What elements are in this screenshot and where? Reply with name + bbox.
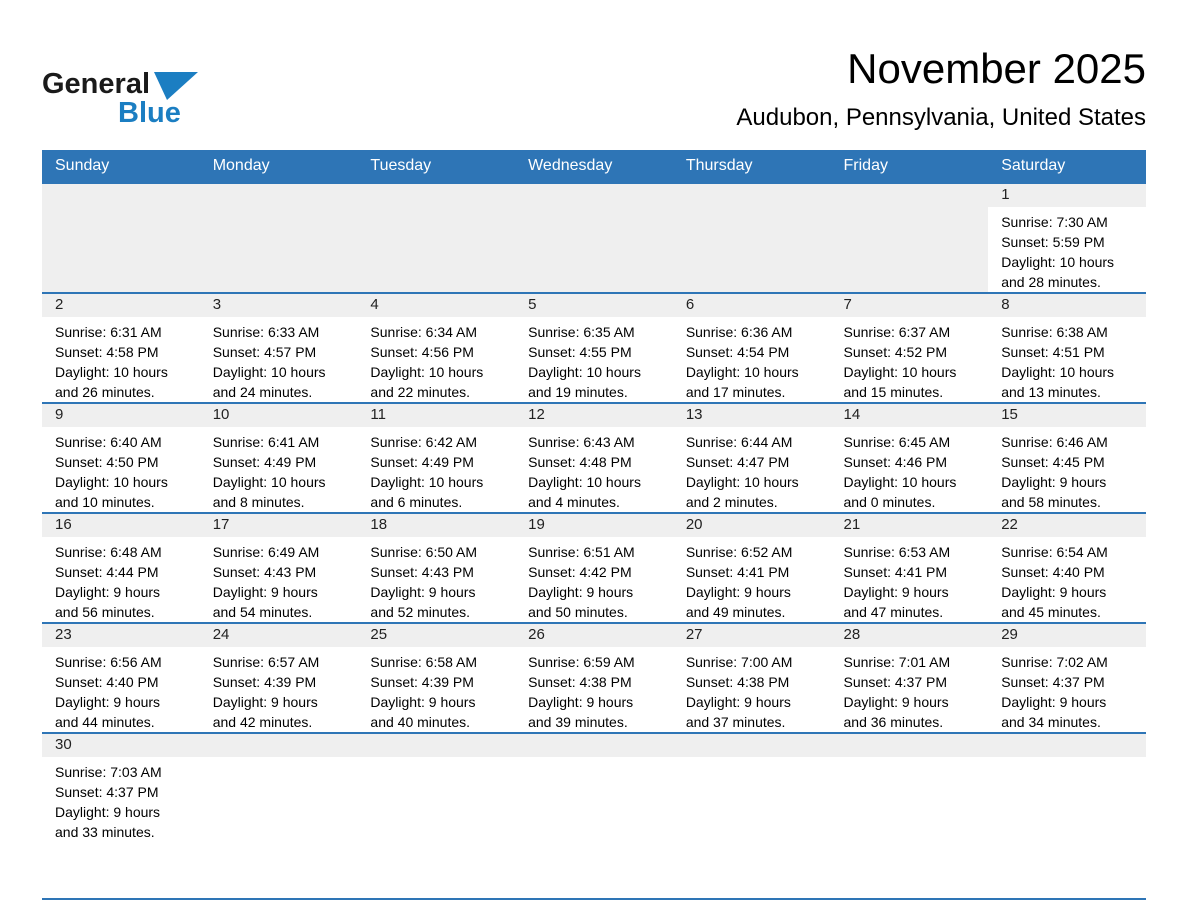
logo-text-blue: Blue <box>118 97 181 129</box>
day-details <box>988 647 1146 732</box>
day-cell-26 <box>515 623 673 733</box>
sunset-text: Sunset: 4:52 PM <box>843 344 948 361</box>
sunset-text: Sunset: 4:46 PM <box>843 454 948 471</box>
weekday-header-saturday: Saturday <box>988 150 1146 183</box>
sunrise-text: Sunrise: 6:51 AM <box>528 544 635 561</box>
sunrise-text: Sunrise: 6:36 AM <box>685 324 793 341</box>
sunrise-text: Sunrise: 6:40 AM <box>55 434 162 451</box>
day-cell-1 <box>988 183 1146 293</box>
daylight-minutes-text: and 39 minutes. <box>528 714 628 731</box>
day-number: 25 <box>357 624 515 647</box>
weekday-header-wednesday: Wednesday <box>515 150 673 183</box>
daylight-minutes-text: and 37 minutes. <box>685 714 786 731</box>
week-row-6 <box>42 733 1146 899</box>
sunset-text: Sunset: 4:50 PM <box>55 454 159 471</box>
daylight-minutes-text: and 36 minutes. <box>843 714 944 731</box>
day-details <box>42 757 200 842</box>
daylight-hours-text: Daylight: 9 hours <box>212 584 318 601</box>
day-cell-15 <box>988 403 1146 513</box>
day-cell-6 <box>673 293 831 403</box>
daylight-minutes-text: and 24 minutes. <box>212 384 313 401</box>
day-details <box>515 537 673 622</box>
daylight-minutes-text: and 26 minutes. <box>55 384 155 401</box>
day-details <box>42 427 200 512</box>
month-title: November 2025 <box>847 45 1146 92</box>
empty-day-cell <box>988 733 1146 899</box>
day-cell-20 <box>673 513 831 623</box>
day-cell-2 <box>42 293 200 403</box>
day-number: 24 <box>200 624 358 647</box>
daylight-hours-text: Daylight: 9 hours <box>212 694 318 711</box>
day-details <box>673 647 831 732</box>
day-cell-12 <box>515 403 673 513</box>
daylight-hours-text: Daylight: 10 hours <box>843 364 957 381</box>
day-number: 12 <box>515 404 673 427</box>
daylight-hours-text: Daylight: 9 hours <box>1001 694 1107 711</box>
daylight-minutes-text: and 2 minutes. <box>685 494 778 511</box>
day-cell-9 <box>42 403 200 513</box>
daylight-hours-text: Daylight: 9 hours <box>1001 474 1107 491</box>
day-details <box>42 537 200 622</box>
sunrise-text: Sunrise: 7:30 AM <box>1001 214 1108 231</box>
sunrise-text: Sunrise: 6:46 AM <box>1001 434 1108 451</box>
location-subtitle: Audubon, Pennsylvania, United States <box>736 104 1146 132</box>
day-number: 21 <box>831 514 989 537</box>
sunrise-text: Sunrise: 6:48 AM <box>55 544 162 561</box>
day-cell-27 <box>673 623 831 733</box>
day-cell-25 <box>357 623 515 733</box>
day-details <box>200 537 358 622</box>
empty-day-cell <box>515 733 673 899</box>
day-details <box>42 647 200 732</box>
empty-number-strip <box>831 734 989 757</box>
daylight-hours-text: Daylight: 9 hours <box>55 694 161 711</box>
empty-number-strip <box>200 734 358 757</box>
daylight-minutes-text: and 58 minutes. <box>1001 494 1101 511</box>
day-details <box>42 317 200 402</box>
daylight-hours-text: Daylight: 10 hours <box>55 364 168 381</box>
daylight-minutes-text: and 0 minutes. <box>843 494 936 511</box>
daylight-minutes-text: and 8 minutes. <box>212 494 305 511</box>
day-details <box>357 537 515 622</box>
daylight-hours-text: Daylight: 9 hours <box>370 584 476 601</box>
sunrise-text: Sunrise: 6:34 AM <box>370 324 478 341</box>
day-number: 8 <box>988 294 1146 317</box>
day-details <box>200 647 358 732</box>
sunset-text: Sunset: 4:49 PM <box>370 454 474 471</box>
empty-day-cell <box>831 183 989 293</box>
sunrise-text: Sunrise: 6:58 AM <box>370 654 478 671</box>
daylight-hours-text: Daylight: 10 hours <box>212 364 326 381</box>
sunset-text: Sunset: 4:39 PM <box>370 674 474 691</box>
daylight-minutes-text: and 42 minutes. <box>212 714 313 731</box>
daylight-hours-text: Daylight: 9 hours <box>843 694 949 711</box>
daylight-hours-text: Daylight: 10 hours <box>685 474 799 491</box>
daylight-hours-text: Daylight: 9 hours <box>843 584 949 601</box>
empty-day-cell <box>357 733 515 899</box>
daylight-minutes-text: and 45 minutes. <box>1001 604 1101 621</box>
sunrise-text: Sunrise: 6:35 AM <box>528 324 635 341</box>
day-number: 27 <box>673 624 831 647</box>
daylight-hours-text: Daylight: 9 hours <box>528 584 634 601</box>
day-cell-19 <box>515 513 673 623</box>
daylight-minutes-text: and 34 minutes. <box>1001 714 1101 731</box>
day-cell-17 <box>200 513 358 623</box>
day-number: 26 <box>515 624 673 647</box>
sunset-text: Sunset: 4:55 PM <box>528 344 632 361</box>
day-details <box>988 427 1146 512</box>
daylight-hours-text: Daylight: 9 hours <box>1001 584 1107 601</box>
empty-day-cell <box>831 733 989 899</box>
sunset-text: Sunset: 4:58 PM <box>55 344 159 361</box>
day-details <box>673 317 831 402</box>
day-details <box>831 317 989 402</box>
daylight-hours-text: Daylight: 10 hours <box>212 474 326 491</box>
day-number: 14 <box>831 404 989 427</box>
empty-day-cell <box>673 183 831 293</box>
sunrise-text: Sunrise: 6:38 AM <box>1001 324 1108 341</box>
daylight-minutes-text: and 56 minutes. <box>55 604 155 621</box>
sunset-text: Sunset: 4:57 PM <box>212 344 317 361</box>
daylight-hours-text: Daylight: 9 hours <box>528 694 634 711</box>
day-number: 18 <box>357 514 515 537</box>
sunrise-text: Sunrise: 6:37 AM <box>843 324 951 341</box>
daylight-hours-text: Daylight: 10 hours <box>843 474 957 491</box>
sunset-text: Sunset: 4:41 PM <box>843 564 948 581</box>
daylight-minutes-text: and 50 minutes. <box>528 604 628 621</box>
daylight-hours-text: Daylight: 10 hours <box>1001 364 1115 381</box>
sunset-text: Sunset: 4:38 PM <box>685 674 790 691</box>
day-cell-21 <box>831 513 989 623</box>
sunset-text: Sunset: 4:41 PM <box>685 564 790 581</box>
empty-day-cell <box>200 183 358 293</box>
day-cell-30 <box>42 733 200 899</box>
day-cell-4 <box>357 293 515 403</box>
day-cell-3 <box>200 293 358 403</box>
day-number: 2 <box>42 294 200 317</box>
daylight-hours-text: Daylight: 9 hours <box>685 584 791 601</box>
sunrise-text: Sunrise: 7:03 AM <box>55 764 162 781</box>
day-details <box>200 317 358 402</box>
day-details <box>515 647 673 732</box>
daylight-hours-text: Daylight: 10 hours <box>685 364 799 381</box>
week-row-5 <box>42 623 1146 733</box>
sunrise-text: Sunrise: 6:52 AM <box>685 544 793 561</box>
sunset-text: Sunset: 4:51 PM <box>1001 344 1105 361</box>
daylight-minutes-text: and 33 minutes. <box>55 824 155 841</box>
daylight-hours-text: Daylight: 10 hours <box>528 364 641 381</box>
sunrise-text: Sunrise: 6:31 AM <box>55 324 162 341</box>
day-details <box>200 427 358 512</box>
day-number: 7 <box>831 294 989 317</box>
sunrise-text: Sunrise: 6:57 AM <box>212 654 320 671</box>
sunrise-text: Sunrise: 7:00 AM <box>685 654 793 671</box>
daylight-hours-text: Daylight: 10 hours <box>370 474 484 491</box>
calendar-table <box>42 150 1146 900</box>
day-details <box>515 427 673 512</box>
daylight-minutes-text: and 22 minutes. <box>370 384 471 401</box>
day-number: 16 <box>42 514 200 537</box>
empty-number-strip <box>357 734 515 757</box>
daylight-hours-text: Daylight: 9 hours <box>370 694 476 711</box>
sunrise-text: Sunrise: 6:54 AM <box>1001 544 1108 561</box>
week-row-4 <box>42 513 1146 623</box>
sunset-text: Sunset: 4:44 PM <box>55 564 159 581</box>
day-cell-22 <box>988 513 1146 623</box>
day-number: 28 <box>831 624 989 647</box>
day-cell-16 <box>42 513 200 623</box>
day-number: 17 <box>200 514 358 537</box>
day-number: 23 <box>42 624 200 647</box>
day-number: 4 <box>357 294 515 317</box>
sunset-text: Sunset: 4:40 PM <box>55 674 159 691</box>
daylight-minutes-text: and 49 minutes. <box>685 604 786 621</box>
weekday-header-row <box>42 150 1146 183</box>
logo-text-general: General <box>42 68 150 100</box>
sunset-text: Sunset: 4:38 PM <box>528 674 632 691</box>
daylight-hours-text: Daylight: 10 hours <box>1001 254 1115 271</box>
daylight-minutes-text: and 28 minutes. <box>1001 274 1101 291</box>
sunset-text: Sunset: 4:40 PM <box>1001 564 1105 581</box>
week-row-2 <box>42 293 1146 403</box>
daylight-minutes-text: and 17 minutes. <box>685 384 786 401</box>
sunset-text: Sunset: 4:48 PM <box>528 454 632 471</box>
day-details <box>988 207 1146 292</box>
daylight-minutes-text: and 10 minutes. <box>55 494 155 511</box>
general-blue-logo <box>42 46 199 128</box>
sunrise-text: Sunrise: 6:42 AM <box>370 434 478 451</box>
sunrise-text: Sunrise: 6:53 AM <box>843 544 951 561</box>
empty-day-cell <box>200 733 358 899</box>
daylight-hours-text: Daylight: 9 hours <box>55 804 161 821</box>
day-number: 29 <box>988 624 1146 647</box>
daylight-minutes-text: and 6 minutes. <box>370 494 463 511</box>
sunset-text: Sunset: 4:54 PM <box>685 344 790 361</box>
daylight-minutes-text: and 15 minutes. <box>843 384 944 401</box>
day-number: 19 <box>515 514 673 537</box>
day-number: 3 <box>200 294 358 317</box>
sunset-text: Sunset: 4:49 PM <box>212 454 317 471</box>
day-details <box>515 317 673 402</box>
day-cell-7 <box>831 293 989 403</box>
day-details <box>831 427 989 512</box>
weekday-header-friday: Friday <box>831 150 989 183</box>
sunset-text: Sunset: 4:39 PM <box>212 674 317 691</box>
day-cell-8 <box>988 293 1146 403</box>
weekday-header-monday: Monday <box>200 150 358 183</box>
day-cell-14 <box>831 403 989 513</box>
daylight-hours-text: Daylight: 10 hours <box>370 364 484 381</box>
day-cell-5 <box>515 293 673 403</box>
sunrise-text: Sunrise: 6:59 AM <box>528 654 635 671</box>
sunset-text: Sunset: 4:43 PM <box>212 564 317 581</box>
day-number: 15 <box>988 404 1146 427</box>
day-number: 5 <box>515 294 673 317</box>
daylight-hours-text: Daylight: 10 hours <box>55 474 168 491</box>
sunset-text: Sunset: 5:59 PM <box>1001 234 1105 251</box>
day-details <box>988 317 1146 402</box>
sunrise-text: Sunrise: 7:02 AM <box>1001 654 1108 671</box>
week-row-3 <box>42 403 1146 513</box>
sunrise-text: Sunrise: 6:56 AM <box>55 654 162 671</box>
day-details <box>988 537 1146 622</box>
day-details <box>673 537 831 622</box>
sunrise-text: Sunrise: 6:41 AM <box>212 434 320 451</box>
day-details <box>357 647 515 732</box>
titles <box>736 46 1146 132</box>
day-number: 1 <box>988 184 1146 207</box>
empty-day-cell <box>673 733 831 899</box>
day-number: 22 <box>988 514 1146 537</box>
day-cell-29 <box>988 623 1146 733</box>
day-number: 30 <box>42 734 200 757</box>
sunrise-text: Sunrise: 6:33 AM <box>212 324 320 341</box>
daylight-minutes-text: and 44 minutes. <box>55 714 155 731</box>
day-details <box>831 647 989 732</box>
day-cell-13 <box>673 403 831 513</box>
empty-number-strip <box>988 734 1146 757</box>
week-row-1 <box>42 183 1146 293</box>
day-cell-23 <box>42 623 200 733</box>
empty-day-cell <box>357 183 515 293</box>
day-number: 20 <box>673 514 831 537</box>
daylight-hours-text: Daylight: 10 hours <box>528 474 641 491</box>
empty-number-strip <box>515 734 673 757</box>
sunset-text: Sunset: 4:43 PM <box>370 564 474 581</box>
sunrise-text: Sunrise: 6:43 AM <box>528 434 635 451</box>
day-cell-18 <box>357 513 515 623</box>
day-number: 11 <box>357 404 515 427</box>
weekday-header-sunday: Sunday <box>42 150 200 183</box>
sunset-text: Sunset: 4:56 PM <box>370 344 474 361</box>
daylight-hours-text: Daylight: 9 hours <box>685 694 791 711</box>
empty-number-strip <box>673 734 831 757</box>
day-number: 9 <box>42 404 200 427</box>
empty-day-cell <box>515 183 673 293</box>
day-cell-11 <box>357 403 515 513</box>
daylight-minutes-text: and 52 minutes. <box>370 604 471 621</box>
day-details <box>357 317 515 402</box>
masthead <box>0 0 1188 132</box>
weekday-header-tuesday: Tuesday <box>357 150 515 183</box>
weekday-header-thursday: Thursday <box>673 150 831 183</box>
sunrise-text: Sunrise: 6:49 AM <box>212 544 320 561</box>
day-number: 6 <box>673 294 831 317</box>
daylight-minutes-text: and 13 minutes. <box>1001 384 1101 401</box>
daylight-minutes-text: and 19 minutes. <box>528 384 628 401</box>
day-cell-28 <box>831 623 989 733</box>
daylight-minutes-text: and 4 minutes. <box>528 494 620 511</box>
day-details <box>831 537 989 622</box>
sunset-text: Sunset: 4:42 PM <box>528 564 632 581</box>
day-cell-10 <box>200 403 358 513</box>
sunrise-text: Sunrise: 7:01 AM <box>843 654 951 671</box>
sunrise-text: Sunrise: 6:45 AM <box>843 434 951 451</box>
sunset-text: Sunset: 4:47 PM <box>685 454 790 471</box>
daylight-minutes-text: and 40 minutes. <box>370 714 471 731</box>
daylight-minutes-text: and 47 minutes. <box>843 604 944 621</box>
daylight-minutes-text: and 54 minutes. <box>212 604 313 621</box>
sunset-text: Sunset: 4:37 PM <box>1001 674 1105 691</box>
sunset-text: Sunset: 4:45 PM <box>1001 454 1105 471</box>
sunset-text: Sunset: 4:37 PM <box>843 674 948 691</box>
day-details <box>357 427 515 512</box>
day-cell-24 <box>200 623 358 733</box>
sunrise-text: Sunrise: 6:50 AM <box>370 544 478 561</box>
empty-day-cell <box>42 183 200 293</box>
sunrise-text: Sunrise: 6:44 AM <box>685 434 793 451</box>
day-number: 13 <box>673 404 831 427</box>
sunset-text: Sunset: 4:37 PM <box>55 784 159 801</box>
day-details <box>673 427 831 512</box>
daylight-hours-text: Daylight: 9 hours <box>55 584 161 601</box>
day-number: 10 <box>200 404 358 427</box>
